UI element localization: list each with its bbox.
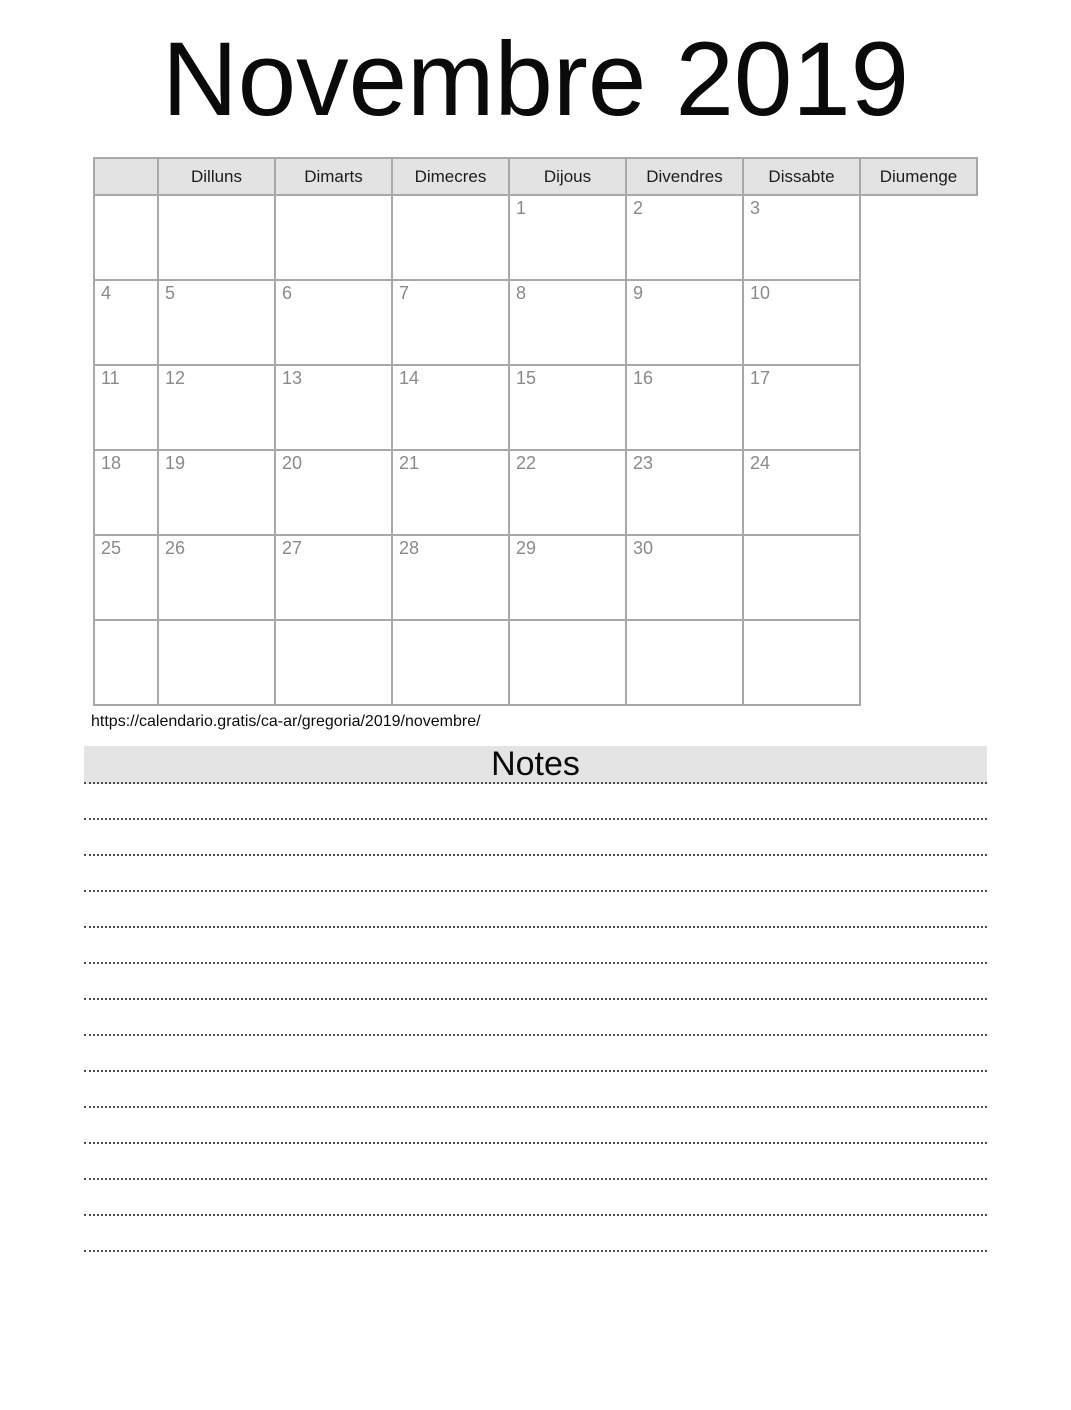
weekday-header-dimarts: Dimarts (275, 158, 392, 195)
calendar-gutter-column (94, 158, 158, 195)
calendar-week-row (94, 620, 977, 705)
day-cell-21: 21 (392, 450, 509, 535)
day-cell-empty (275, 195, 392, 280)
day-cell-13: 13 (275, 365, 392, 450)
day-cell-11: 11 (94, 365, 158, 450)
note-line (84, 892, 987, 928)
weekday-header-dissabte: Dissabte (743, 158, 860, 195)
page-title: Novembre 2019 (161, 21, 910, 138)
day-cell-22: 22 (509, 450, 626, 535)
note-line (84, 1216, 987, 1252)
day-cell-1: 1 (509, 195, 626, 280)
day-cell-empty (158, 620, 275, 705)
weekday-header-dijous: Dijous (509, 158, 626, 195)
day-cell-12: 12 (158, 365, 275, 450)
day-cell-9: 9 (626, 280, 743, 365)
note-line (84, 1108, 987, 1144)
source-url: https://calendario.gratis/ca-ar/gregoria/2019/novembre/ (91, 713, 481, 731)
note-line (84, 784, 987, 820)
calendar-week-row (94, 365, 977, 450)
note-line (84, 1180, 987, 1216)
notes-section (84, 746, 987, 1252)
day-cell-16: 16 (626, 365, 743, 450)
day-cell-empty (509, 620, 626, 705)
day-cell-6: 6 (275, 280, 392, 365)
calendar-body (94, 195, 977, 705)
day-cell-3: 3 (743, 195, 860, 280)
day-cell-24: 24 (743, 450, 860, 535)
day-cell-20: 20 (275, 450, 392, 535)
day-cell-empty (626, 620, 743, 705)
day-cell-27: 27 (275, 535, 392, 620)
day-cell-26: 26 (158, 535, 275, 620)
calendar-week-row (94, 280, 977, 365)
note-line (84, 1144, 987, 1180)
note-line (84, 820, 987, 856)
day-cell-28: 28 (392, 535, 509, 620)
day-cell-14: 14 (392, 365, 509, 450)
day-cell-empty (94, 620, 158, 705)
note-line (84, 1072, 987, 1108)
day-cell-empty (743, 535, 860, 620)
calendar-week-row (94, 195, 977, 280)
calendar-section (93, 157, 1071, 706)
weekday-header-dimecres: Dimecres (392, 158, 509, 195)
notes-lines (84, 784, 987, 1252)
note-line (84, 928, 987, 964)
day-cell-23: 23 (626, 450, 743, 535)
weekday-header-diumenge: Diumenge (860, 158, 977, 195)
day-cell-17: 17 (743, 365, 860, 450)
day-cell-empty (392, 620, 509, 705)
day-cell-empty (275, 620, 392, 705)
note-line (84, 856, 987, 892)
day-cell-29: 29 (509, 535, 626, 620)
day-cell-empty (94, 195, 158, 280)
day-cell-empty (158, 195, 275, 280)
note-line (84, 1000, 987, 1036)
day-cell-10: 10 (743, 280, 860, 365)
day-cell-empty (392, 195, 509, 280)
calendar-table (93, 157, 978, 706)
calendar-week-row (94, 535, 977, 620)
note-line (84, 964, 987, 1000)
day-cell-18: 18 (94, 450, 158, 535)
day-cell-empty (743, 620, 860, 705)
day-cell-7: 7 (392, 280, 509, 365)
weekday-header-dilluns: Dilluns (158, 158, 275, 195)
day-cell-15: 15 (509, 365, 626, 450)
note-line (84, 1036, 987, 1072)
day-cell-5: 5 (158, 280, 275, 365)
day-cell-2: 2 (626, 195, 743, 280)
calendar-week-row (94, 450, 977, 535)
calendar-header-row (94, 158, 977, 195)
day-cell-30: 30 (626, 535, 743, 620)
day-cell-25: 25 (94, 535, 158, 620)
weekday-header-divendres: Divendres (626, 158, 743, 195)
day-cell-19: 19 (158, 450, 275, 535)
day-cell-4: 4 (94, 280, 158, 365)
notes-header: Notes (84, 746, 987, 784)
day-cell-8: 8 (509, 280, 626, 365)
